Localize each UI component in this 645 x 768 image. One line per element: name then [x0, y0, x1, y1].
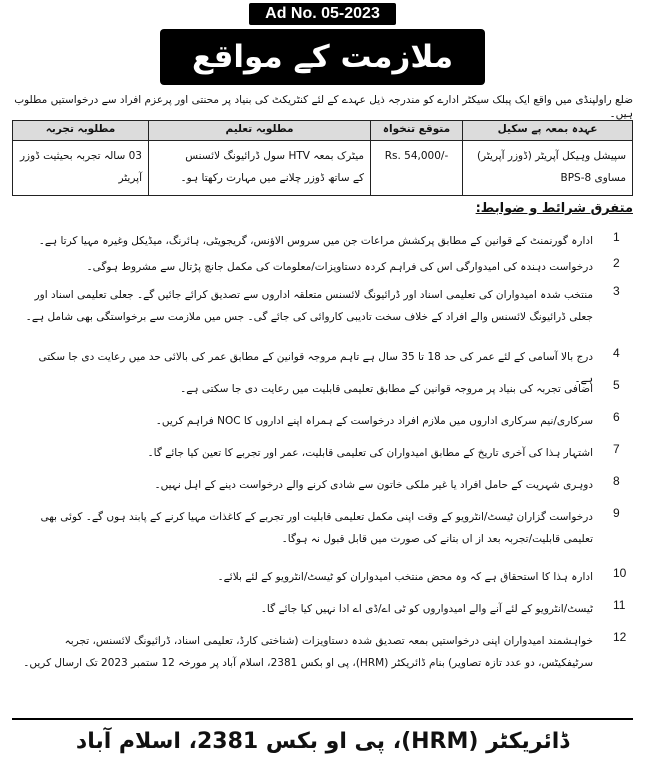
page-title: ملازمت کے مواقع	[160, 29, 485, 85]
condition-text: درج بالا آسامی کے لئے عمر کی حد 18 تا 35 سال ہے تاہم مروجہ قوانین کے مطابق عمر کی بالائی حد میں رعایت دی جا سکتی ہے۔	[38, 351, 593, 385]
condition-text: خواہشمند امیدواران اپنی درخواستیں بمعہ تصدیق شدہ دستاویزات (شناختی کارڈ، تعلیمی اسناد، ڈرائیونگ لائسنس، تجربہ سرٹیفکیٹس، دو عدد تازہ تصاویر) بنام ڈائریکٹر (HRM)، پی او بکس 2381، اسلام آباد پر مورخہ 12 ستمبر 2023 تک ارسال کریں۔	[23, 635, 593, 669]
ad-number: Ad No. 05-2023	[249, 3, 396, 25]
condition-text: ٹیسٹ/انٹرویو کے لئے آنے والے امیدواروں کو ٹی اے/ڈی اے ادا نہیں کیا جائے گا۔	[260, 603, 593, 615]
cell-education	[149, 141, 371, 196]
condition-text: درخواست گزاران ٹیسٹ/انٹرویو کے وقت اپنی مکمل تعلیمی قابلیت اور تجربے کے کاغذات مہیا کرنے کے پابند ہوں گے۔ کوئی بھی تعلیمی قابلیت/تجربہ بعد از اں بتانے کی صورت میں قابل قبول نہ ہوگا۔	[40, 511, 593, 545]
condition-number: 7	[613, 442, 620, 456]
condition-text: منتخب شدہ امیدواران کی تعلیمی اسناد اور ڈرائیونگ لائسنس متعلقہ اداروں سے تصدیق کرائے جائیں گے۔ جعلی تعلیمی اسناد اور جعلی ڈرائیونگ لائسنس والے افراد کے خلاف سخت تادیبی کاروائی کی جائے گی۔ جس میں ملازمت سے برخواستگی بھی شامل ہے۔	[25, 289, 593, 323]
job-table-header-row	[13, 121, 633, 141]
condition-text: سرکاری/نیم سرکاری اداروں میں ملازم افراد درخواست کے ہمراہ اپنے اداروں کا NOC فراہم کریں۔	[155, 415, 593, 427]
condition-number: 12	[613, 630, 627, 644]
header-education: مطلوبہ تعلیم	[149, 121, 371, 141]
condition-text: درخواست دہندہ کی امیدوارگی اس کی فراہم کردہ دستاویزات/معلومات کی مکمل جانچ پڑتال سے مشروط ہوگی۔	[86, 261, 593, 273]
footer-address: ڈائریکٹر (HRM)، پی او بکس 2381، اسلام آباد	[12, 718, 633, 762]
education-line-1: میٹرک بمعہ HTV سول ڈرائیونگ لائسنس	[185, 150, 364, 162]
cell-experience	[13, 141, 149, 196]
condition-text: ادارہ گورنمنٹ کے قوانین کے مطابق پرکشش مراعات جن میں سروس الاؤنس، گریجویٹی، ہائرنگ، میڈیکل وغیرہ مہیا کرتا ہے۔	[38, 235, 593, 247]
header-post: عہدہ بمعہ پے سکیل	[463, 121, 633, 141]
job-table	[12, 120, 633, 196]
condition-number: 1	[613, 230, 620, 244]
ad-number-wrapper	[0, 3, 645, 25]
cell-post	[463, 141, 633, 196]
condition-number: 5	[613, 378, 620, 392]
condition-number: 3	[613, 284, 620, 298]
condition-text: دوہری شہریت کے حامل افراد یا غیر ملکی خاتون سے شادی کرنے والے درخواست دینے کے اہل نہیں۔	[154, 479, 593, 491]
condition-text: اضافی تجربہ کی بنیاد پر مروجہ قوانین کے مطابق تعلیمی قابلیت میں رعایت دی جا سکتی ہے۔	[180, 383, 593, 395]
condition-number: 6	[613, 410, 620, 424]
condition-number: 11	[613, 598, 626, 612]
education-line-2: کے ساتھ ڈوزر چلانے میں مہارت رکھتا ہو۔	[180, 172, 364, 184]
header-experience: مطلوبہ تجربہ	[13, 121, 149, 141]
post-scale: مساوی BPS-8	[560, 172, 626, 184]
condition-text: ادارہ ہذا کا استحقاق ہے کہ وہ محض منتخب امیدواران کو ٹیسٹ/انٹرویو کے لئے بلائے۔	[217, 571, 593, 583]
table-row	[13, 141, 633, 196]
experience-line-2: آپریٹر	[118, 172, 142, 184]
condition-text: اشتہار ہذا کی آخری تاریخ کے مطابق امیدواران کی تعلیمی قابلیت، عمر اور تجربے کا تعین کیا جائے گا۔	[147, 447, 593, 459]
intro-text: ضلع راولپنڈی میں واقع ایک پبلک سیکٹر ادارے کو مندرجہ ذیل عہدے کے لئے کنٹریکٹ کی بنیاد پر محنتی اور پرعزم افراد سے درخواستیں مطلوب ہیں۔	[14, 94, 633, 120]
post-title: سپیشل وہیکل آپریٹر (ڈوزر آپریٹر)	[476, 150, 626, 162]
experience-line-1: 03 سالہ تجربہ بحیثیت ڈوزر	[19, 150, 142, 162]
condition-number: 4	[613, 346, 620, 360]
conditions-title: متفرق شرائط و ضوابط:	[475, 201, 633, 216]
condition-number: 8	[613, 474, 620, 488]
header-salary: متوقع تنخواہ	[371, 121, 463, 141]
condition-number: 9	[613, 506, 620, 520]
salary-value: Rs. 54,000/-	[384, 150, 449, 162]
condition-number: 2	[613, 256, 620, 270]
condition-number: 10	[613, 566, 627, 580]
cell-salary	[371, 141, 463, 196]
